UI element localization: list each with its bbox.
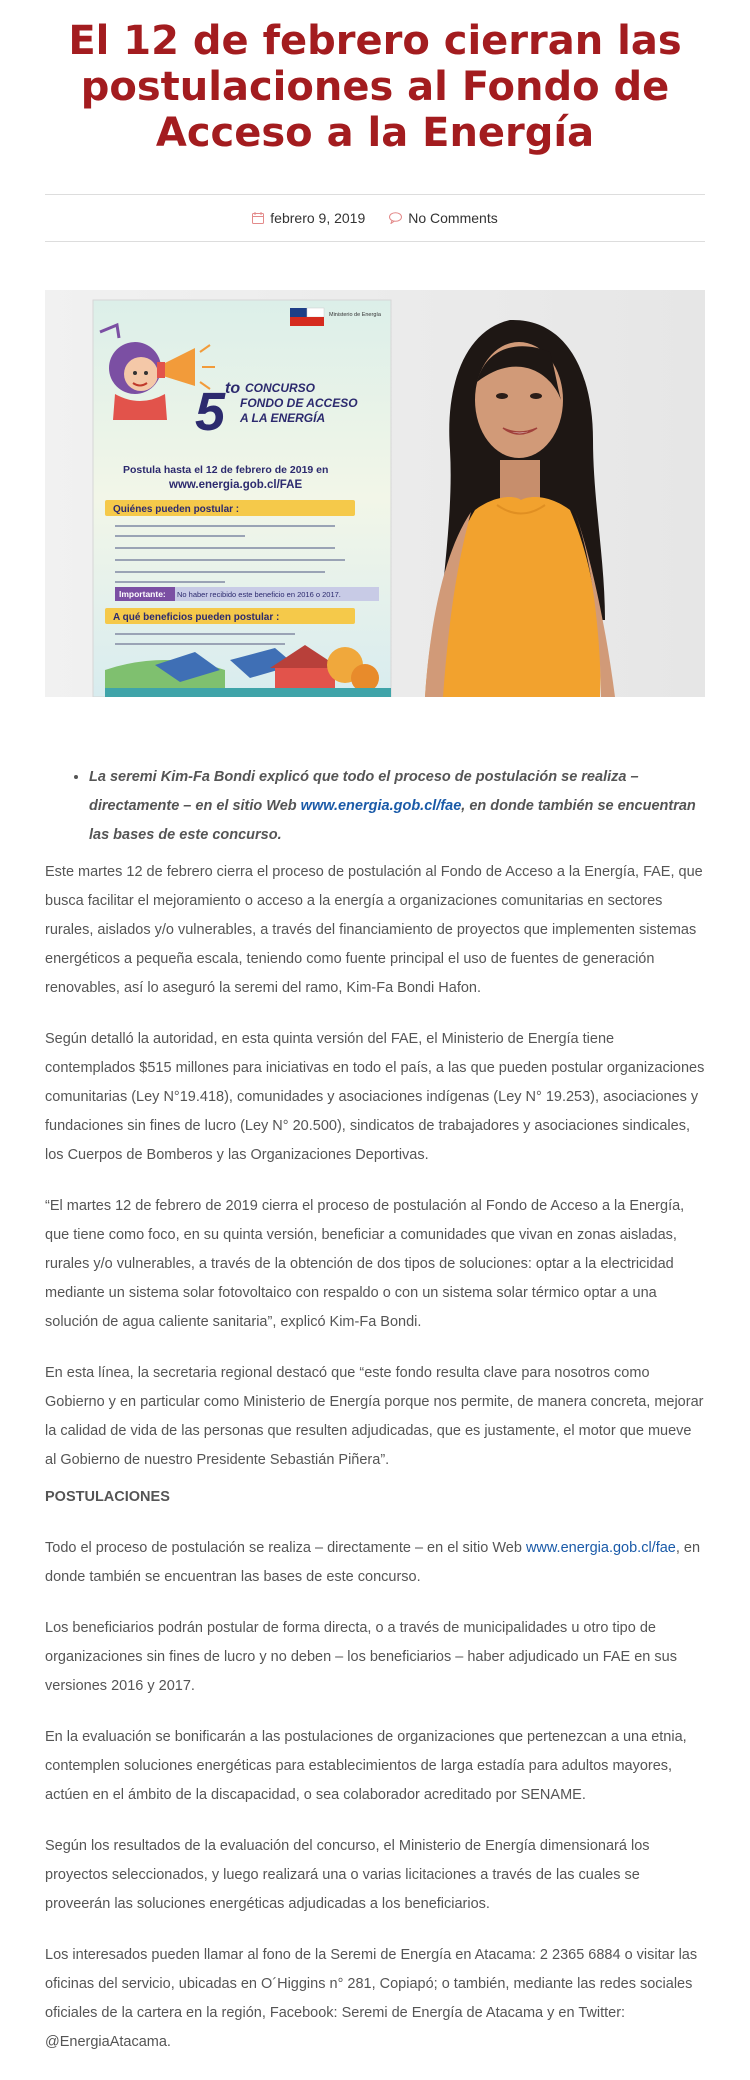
poster-postula-2: www.energia.gob.cl/FAE [169,479,303,491]
paragraph-5-before: Todo el proceso de postulación se realiza – directamente – en el sitio Web [45,1540,526,1556]
article [45,0,705,2057]
paragraph-7: En la evaluación se bonificarán a las postulaciones de organizaciones que pertenezcan a una etnia, contemplen soluciones energéticas para establecimientos de larga estadía para adultos mayores, actúen en el ámbito de la discapacidad, o sea colaborador acreditado por SENAME. [45,1729,687,1803]
article-title: El 12 de febrero cierran las postulaciones al Fondo de Acceso a la Energía [68,18,682,156]
post-date[interactable] [252,210,365,226]
calendar-icon [252,212,264,224]
intro-list [45,763,705,850]
post-comments-text: No Comments [408,210,498,226]
poster [93,300,391,697]
paragraph-2: Según detalló la autoridad, en esta quinta versión del FAE, el Ministerio de Energía tiene contemplados $515 millones para iniciativas en todo el país, a las que pueden postular organizaciones comunitarias (Ley N°19.418), comunidades y asociaciones indígenas (Ley N° 19.253), asociaciones y fundaciones sin fines de lucro (Ley N° 20.500), sindicatos de trabajadores y asociaciones sindicales, los Cuerpos de Bomberos y las Organizaciones Deportivas. [45,1031,705,1163]
paragraph-9: Los interesados pueden llamar al fono de la Seremi de Energía en Atacama: 2 2365 6884 o visitar las oficinas del servicio, ubicadas en O´Higgins n° 281, Copiapó; o también, mediante las redes sociales oficiales de la cartera en la región, Facebook: Seremi de Energía de Atacama y en Twitter: @EnergiaAtacama. [45,1947,698,2050]
paragraph-3: “El martes 12 de febrero de 2019 cierra el proceso de postulación al Fondo de Acceso a la Energía, que tiene como foco, en su quinta versión, beneficiar a comunidades que vivan en zonas aisladas, rurales y/o vulnerables, a través de la obtención de dos tipos de soluciones: optar a la electricidad mediante un sistema solar fotovoltaico con respaldo o con un sistema solar térmico optar a una solución de agua caliente sanitaria”, explicó Kim-Fa Bondi. [45,1198,685,1330]
post-meta [45,194,705,242]
intro-text-before: La seremi Kim-Fa Bondi explicó que todo el proceso de postulación se realiza – directamente – en el sitio Web [89,769,639,814]
poster-beneficios: A qué beneficios pueden postular : [113,612,280,623]
intro-item [89,763,705,850]
intro-link[interactable]: www.energia.gob.cl/fae [300,798,462,814]
post-comments[interactable] [389,210,497,226]
poster-importante-label: Importante: [119,589,166,599]
poster-ordinal: to [225,380,241,397]
featured-image [45,290,705,697]
poster-concurso-1: CONCURSO [245,381,316,395]
poster-importante-text: No haber recibido este beneficio en 2016 o 2017. [177,590,341,599]
paragraph-1: Este martes 12 de febrero cierra el proceso de postulación al Fondo de Acceso a la Energía, FAE, que busca facilitar el mejoramiento o acceso a la energía a organizaciones comunitarias en sectores rurales, aislados y/o vulnerables, a través del financiamiento de proyectos que implementen sistemas energéticos a pequeña escala, teniendo como fuente principal el uso de fuentes de generación renovables, así lo aseguró la seremi del ramo, Kim-Fa Bondi Hafon. [45,864,703,996]
poster-ministry-text: Ministerio de Energía [329,312,381,318]
paragraph-4: En esta línea, la secretaria regional destacó que “este fondo resulta clave para nosotros como Gobierno y en particular como Ministerio de Energía porque nos permite, de manera concreta, mejorar la calidad de vida de las personas que resulten adjudicadas, que es justamente, el motor que mueve al Gobierno de nuestro Presidente Sebastián Piñera”. [45,1365,704,1468]
comment-icon [389,212,402,224]
intro-text-after: , en donde también se encuentran las bases de este concurso. [89,798,696,843]
post-date-text: febrero 9, 2019 [270,210,366,226]
paragraph-5 [45,1534,705,1592]
poster-concurso-2: FONDO DE ACCESO [240,396,358,410]
poster-quienes: Quiénes pueden postular : [113,504,240,515]
paragraph-5-after: , en donde también se encuentran las bases de este concurso. [45,1540,701,1585]
paragraph-6: Los beneficiarios podrán postular de forma directa, o a través de municipalidades u otro tipo de organizaciones sin fines de lucro y no deben – los beneficiarios – haber adjudicado un FAE en sus versiones 2016 y 2017. [45,1620,677,1694]
section-heading: POSTULACIONES [45,1489,170,1505]
paragraph-5-link[interactable]: www.energia.gob.cl/fae [525,1540,676,1556]
poster-postula-1: Postula hasta el 12 de febrero de 2019 en [123,464,329,476]
poster-number: 5 [195,382,226,442]
paragraph-8: Según los resultados de la evaluación del concurso, el Ministerio de Energía dimensionará los proyectos seleccionados, y luego realizará una o varias licitaciones a través de las cuales se proveerán las soluciones energéticas adjudicadas a los beneficiarios. [45,1838,650,1912]
poster-concurso-3: A LA ENERGÍA [240,411,326,425]
